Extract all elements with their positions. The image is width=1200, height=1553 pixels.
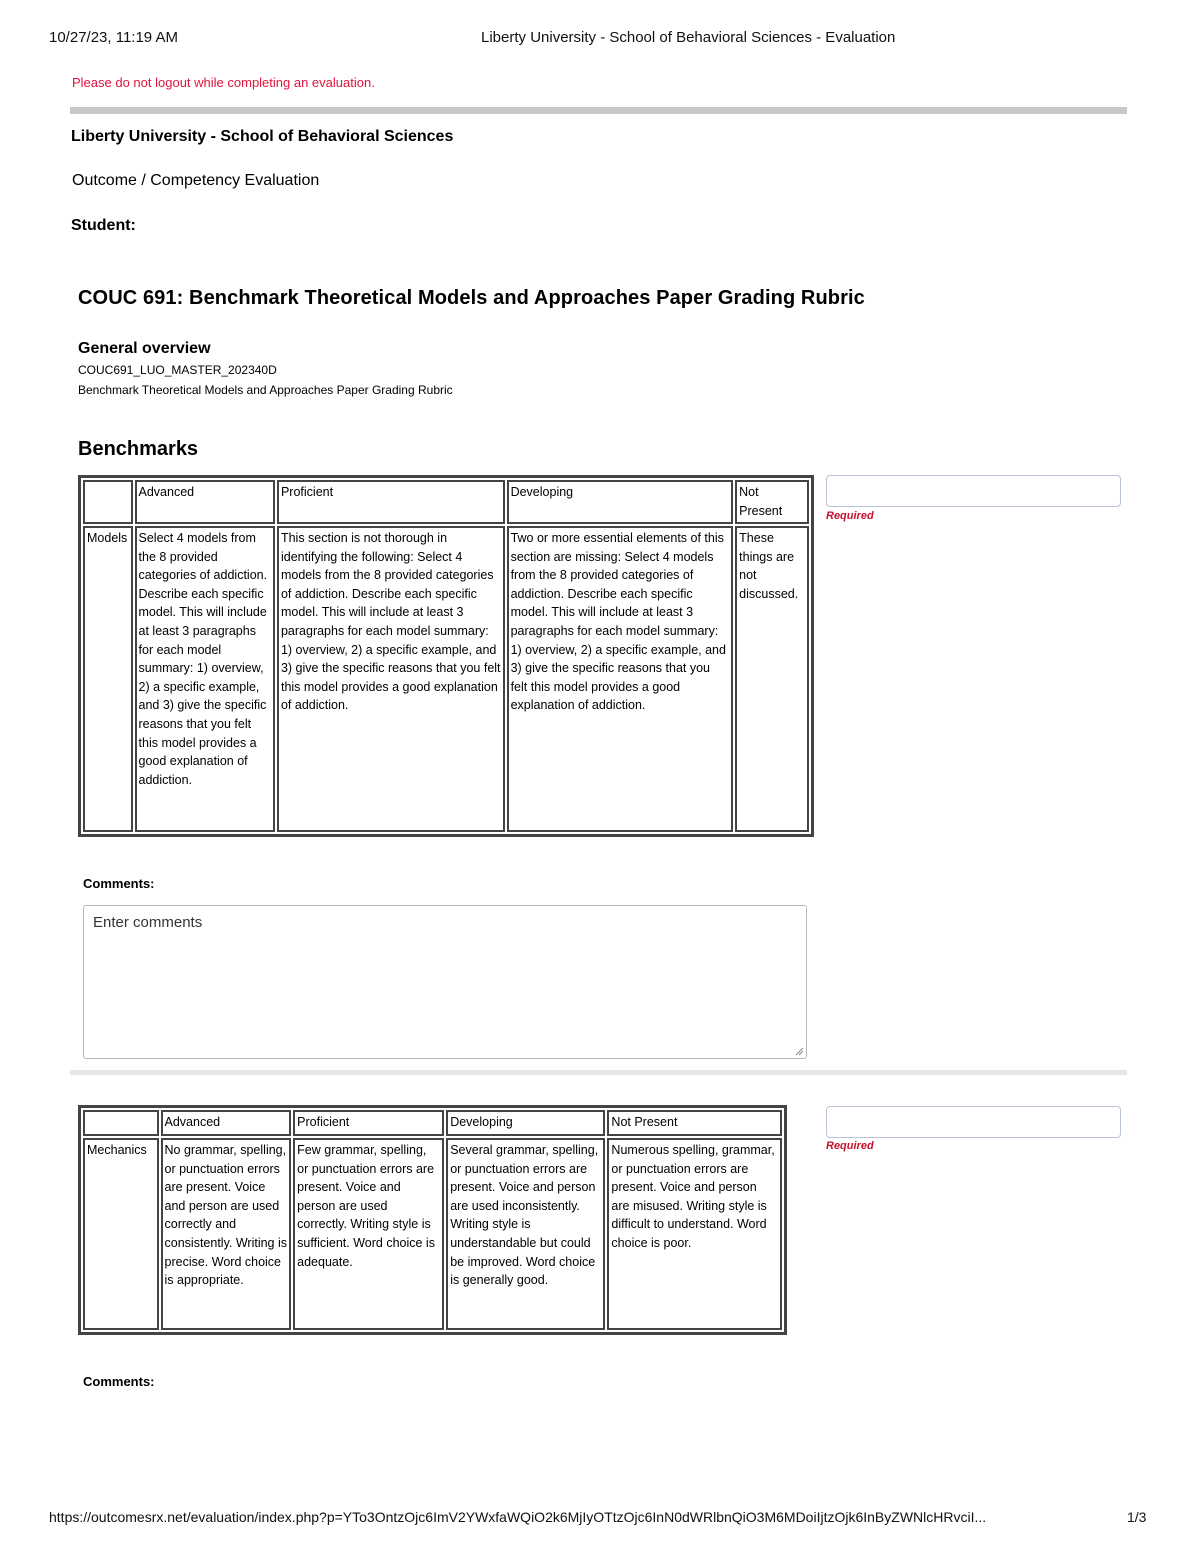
criterion-cell-developing[interactable]: Several grammar, spelling, or punctuation errors are present. Voice and person are used inconsistently. Writing style is understandable but could be improved. Word choice is generally good. [446,1138,605,1330]
criterion-cell-advanced[interactable]: Select 4 models from the 8 provided categories of addiction. Describe each specific model. This will include at least 3 paragraphs for each model summary: 1) overview, 2) a specific example, and 3) give the specific reasons that you felt this model provides a good explanation of addiction. [135,526,275,832]
criterion-cell-proficient[interactable]: Few grammar, spelling, or punctuation errors are present. Voice and person are used correctly. Writing style is sufficient. Word choice is adequate. [293,1138,444,1330]
rubric-table-mechanics [78,1105,787,1335]
header-cell-not-present: Not Present [735,480,809,524]
header-cell-proficient: Proficient [293,1110,444,1136]
required-label: Required [826,1140,874,1152]
criterion-cell-not-present[interactable]: These things are not discussed. [735,526,809,832]
row-label-models: Models [83,526,133,832]
criterion-cell-not-present[interactable]: Numerous spelling, grammar, or punctuation errors are present. Voice and person are misused. Writing style is difficult to understand. Word choice is poor. [607,1138,782,1330]
rubric-table-models [78,475,814,837]
header-cell-advanced: Advanced [135,480,275,524]
header-cell-advanced: Advanced [161,1110,292,1136]
comments-label: Comments: [83,876,155,891]
score-input-models[interactable] [826,475,1121,507]
criterion-cell-developing[interactable]: Two or more essential elements of this section are missing: Select 4 models from the 8 provided categories of addiction. Describe each specific model. This will include at least 3 paragraphs for each model summary: 1) overview, 2) a specific example, and 3) give the specific reasons that you felt this model provides a good explanation of addiction. [507,526,734,832]
row-label-mechanics: Mechanics [83,1138,159,1330]
rubric-description: Benchmark Theoretical Models and Approaches Paper Grading Rubric [78,383,453,397]
table-row [83,526,809,832]
header-cell-developing: Developing [446,1110,605,1136]
print-url: https://outcomesrx.net/evaluation/index.php?p=YTo3OntzOjc6ImV2YWxfaWQiO2k6MjIyOTtzOjc6InN0dWRlbnQiO3M6MDoiIjtzOjk6InByZWNlcHRvciI... [49,1509,987,1525]
general-overview-heading: General overview [78,340,211,357]
header-cell-empty [83,1110,159,1136]
section-divider [70,1070,1127,1075]
criterion-cell-proficient[interactable]: This section is not thorough in identifying the following: Select 4 models from the 8 provided categories of addiction. Describe each specific model. This will include at least 3 paragraphs for each model summary: 1) overview, 2) a specific example, and 3) give the specific reasons that you felt this model provides a good explanation of addiction. [277,526,505,832]
comments-textarea[interactable] [83,905,807,1059]
required-label: Required [826,510,874,522]
score-input-mechanics[interactable] [826,1106,1121,1138]
course-code: COUC691_LUO_MASTER_202340D [78,363,277,377]
header-cell-proficient: Proficient [277,480,505,524]
print-page-title: Liberty University - School of Behavioral Sciences - Evaluation [481,29,896,46]
print-page-number: 1/3 [1127,1509,1147,1525]
criterion-cell-advanced[interactable]: No grammar, spelling, or punctuation errors are present. Voice and person are used correctly and consistently. Writing is precise. Word choice is appropriate. [161,1138,292,1330]
table-header-row [83,480,809,524]
organization-name: Liberty University - School of Behavioral Sciences [71,128,454,145]
comments-label: Comments: [83,1374,155,1389]
table-row [83,1138,782,1330]
rubric-title: COUC 691: Benchmark Theoretical Models and Approaches Paper Grading Rubric [78,287,865,309]
resize-grip-icon[interactable] [795,1047,804,1056]
header-divider [70,107,1127,114]
student-label: Student: [71,217,136,234]
header-cell-empty [83,480,133,524]
header-cell-not-present: Not Present [607,1110,782,1136]
table-header-row [83,1110,782,1136]
benchmarks-heading: Benchmarks [78,438,199,460]
print-datetime: 10/27/23, 11:19 AM [49,29,178,46]
comments-placeholder: Enter comments [93,914,203,931]
evaluation-subtitle: Outcome / Competency Evaluation [72,172,320,189]
header-cell-developing: Developing [507,480,734,524]
logout-warning: Please do not logout while completing an evaluation. [72,75,375,90]
